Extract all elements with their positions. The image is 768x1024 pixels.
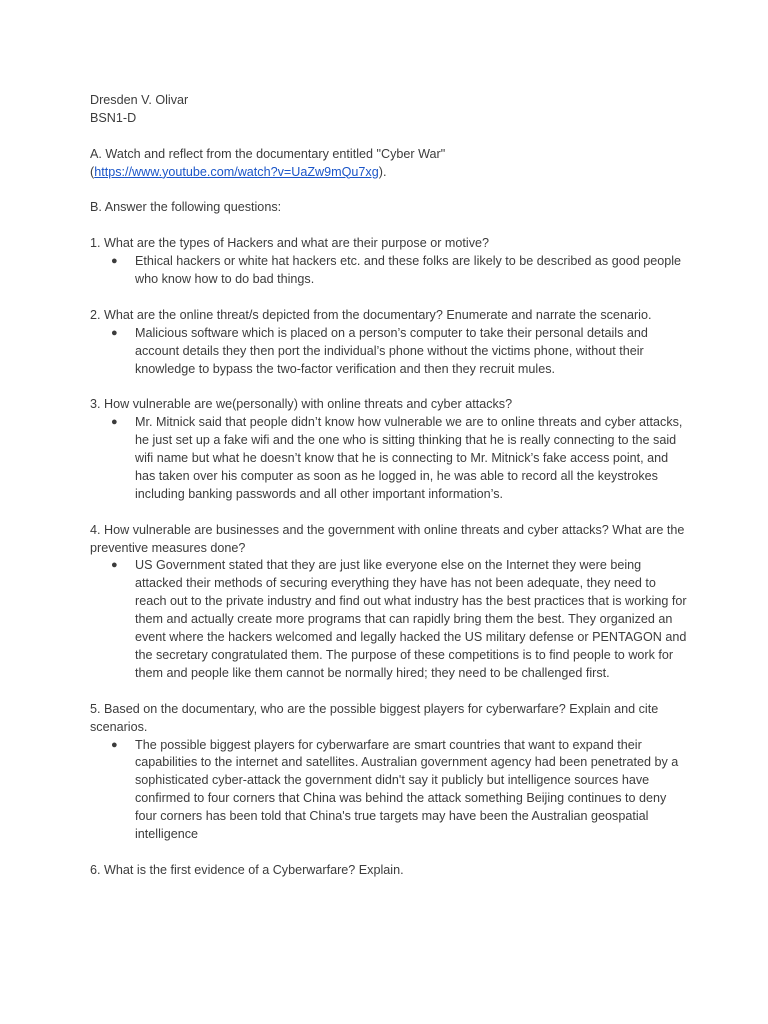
answer-5-text: The possible biggest players for cyberwarfare are smart countries that want to expand their capabilities to the internet and satellites. Australian government agency had been penetrated by a sophisticated cyber-attack the government didn't say it publicly but intelligence sources have confirmed to four corners that China was behind the attack something Beijing continues to deny four corners has been told that China's true targets may have been the Australian geospatial intelligence [135, 737, 679, 842]
answer-3 [90, 414, 690, 504]
bullet-icon: ● [111, 416, 118, 429]
question-5: 5. Based on the documentary, who are the possible biggest players for cyberwarfare? Explain and cite scenarios. [90, 701, 659, 734]
answer-1-text: Ethical hackers or white hat hackers etc. and these folks are likely to be described as good people who know how to do bad things. [135, 254, 682, 287]
spacer [90, 128, 690, 146]
answer-list-5 [90, 737, 690, 844]
question-2: 2. What are the online threat/s depicted from the documentary? Enumerate and narrate the scenario. [90, 307, 652, 322]
question-1: 1. What are the types of Hackers and what are their purpose or motive? [90, 236, 490, 251]
question-block-2 [90, 307, 690, 379]
spacer [90, 504, 690, 522]
question-block-4 [90, 522, 690, 683]
answer-4-text: US Government stated that they are just like everyone else on the Internet they were being attacked their methods of securing everything they have has not been adequate, they need to reach out to the private industry and find out what industry has the best practices that is working for them and actually create more programs that can rapidly bring them the best. They organized an event where the hackers welcomed and legally hacked the US military defense or PENTAGON and the secretary congratulated them. The purpose of these competitions is to find people to work for them and people like them cannot be normally hired; they need to be challenged first. [135, 558, 687, 680]
answer-list-2 [90, 325, 690, 379]
answer-list-1 [90, 253, 690, 289]
paren-open: ( [90, 164, 95, 179]
answer-list-3 [90, 414, 690, 504]
instruction-a-text: A. Watch and reflect from the documentary entitled "Cyber War" [90, 146, 446, 161]
bullet-icon: ● [111, 255, 118, 268]
spacer [90, 289, 690, 307]
spacer [90, 844, 690, 862]
author-section: BSN1-D [90, 110, 137, 125]
bullet-icon: ● [111, 326, 118, 339]
documentary-link[interactable]: https://www.youtube.com/watch?v=UaZw9mQu7xg [94, 164, 379, 179]
spacer [90, 182, 690, 200]
instruction-a [90, 146, 690, 182]
answer-4 [90, 557, 690, 682]
answer-1 [90, 253, 690, 289]
question-block-5 [90, 701, 690, 844]
spacer [90, 683, 690, 701]
author-name: Dresden V. Olivar [90, 93, 189, 107]
bullet-icon: ● [111, 559, 118, 572]
bullet-icon: ● [111, 738, 118, 751]
answer-2-text: Malicious software which is placed on a person’s computer to take their personal details and account details they then port the individual’s phone without the victims phone, without their knowledge to bypass the two-factor verification and then they recruit mules. [135, 325, 648, 376]
spacer [90, 378, 690, 396]
document-page [90, 92, 690, 880]
answer-3-text: Mr. Mitnick said that people didn’t know how vulnerable we are to online threats and cyber attacks, he just set up a fake wifi and the one who is sitting thinking that he is really connecting to the said wifi name but what he doesn’t know that he is connecting to Mr. Mitnick’s fake access point, and has taken over his computer as soon as he logged in, he was able to record all the keystrokes including banking passwords and all other important information’s. [135, 415, 683, 501]
instruction-b: B. Answer the following questions: [90, 200, 282, 215]
question-block-6 [90, 862, 690, 880]
answer-2 [90, 325, 690, 379]
question-3: 3. How vulnerable are we(personally) with online threats and cyber attacks? [90, 397, 513, 412]
question-block-1 [90, 235, 690, 289]
question-6: 6. What is the first evidence of a Cyberwarfare? Explain. [90, 862, 404, 877]
spacer [90, 217, 690, 235]
question-block-3 [90, 396, 690, 503]
question-4: 4. How vulnerable are businesses and the government with online threats and cyber attacks? What are the preventive measures done? [90, 522, 685, 555]
answer-list-4 [90, 557, 690, 682]
paren-close: ). [378, 164, 387, 179]
answer-5 [90, 737, 690, 844]
